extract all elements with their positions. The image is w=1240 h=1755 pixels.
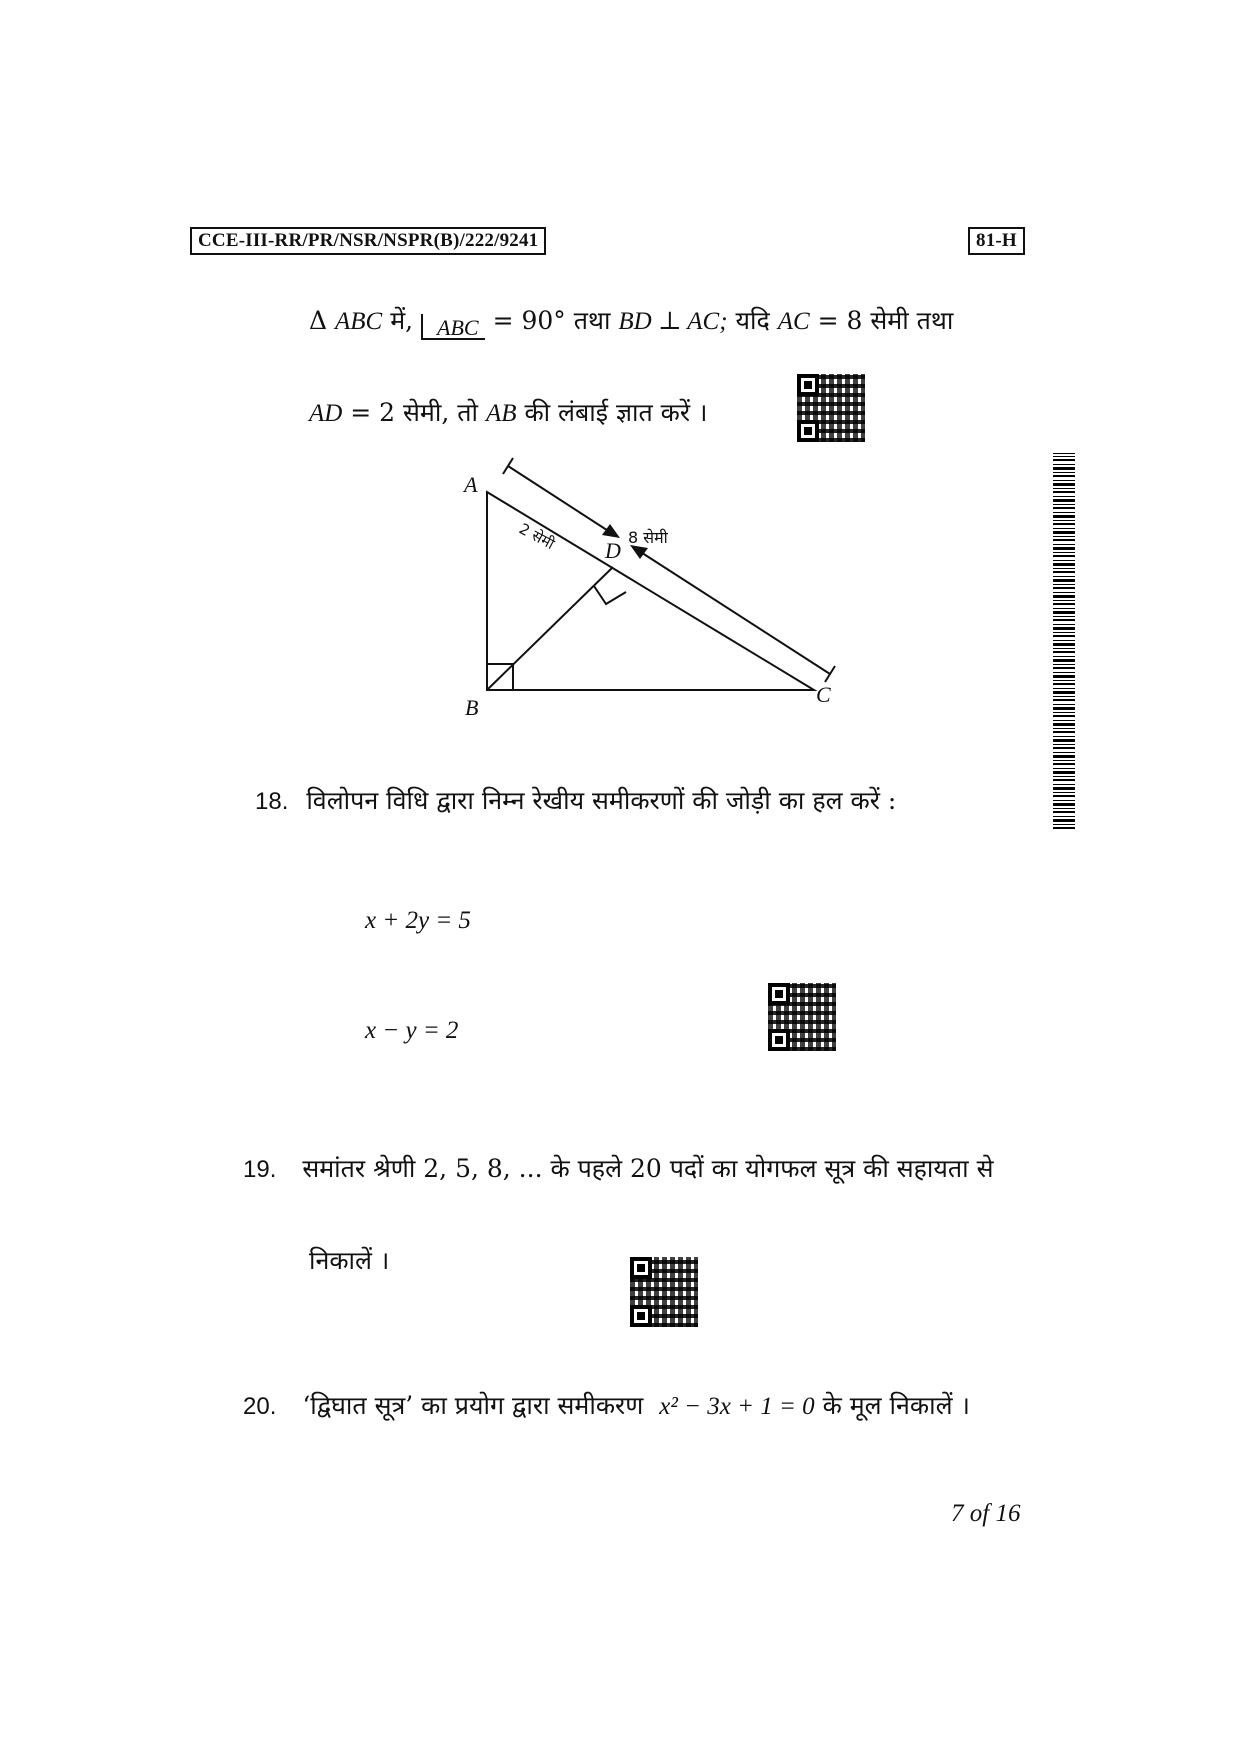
arrowhead-dc	[630, 545, 648, 559]
qr-code-q17	[797, 374, 865, 442]
altitude-bd	[487, 567, 613, 690]
q17-text: यदि	[735, 306, 770, 335]
q18-number: 18.	[255, 788, 289, 815]
q19-line-1	[243, 1153, 993, 1186]
q20-equation: x² − 3x + 1 = 0	[659, 1393, 815, 1420]
exam-code-box	[190, 227, 546, 255]
qr-code-q18	[768, 983, 836, 1051]
q17-line-1	[309, 305, 953, 340]
triangle-figure	[450, 450, 850, 730]
q17-segment: AB	[485, 400, 517, 427]
q17-segment: AD	[309, 400, 343, 427]
equation-1: x + 2y = 5	[365, 907, 471, 934]
q18-text: विलोपन विधि द्वारा निम्न रेखीय समीकरणों की जोड़ी का हल करें :	[306, 786, 897, 815]
page-number: 7 of 16	[951, 1500, 1021, 1527]
q19-number: 19.	[243, 1156, 277, 1183]
triangle-abc	[487, 492, 814, 690]
q17-text: में,	[390, 306, 414, 335]
vertex-label-c: C	[816, 682, 831, 707]
paper-code-box	[968, 227, 1025, 255]
q17-text: = 90° तथा	[492, 306, 611, 335]
dimension-arrow-dc	[636, 549, 830, 674]
label-ad-length: 2 सेमी	[516, 519, 558, 554]
q17-text: की लंबाई ज्ञात करें ।	[524, 398, 708, 427]
q17-segment: AC	[777, 308, 810, 335]
q20-line	[243, 1390, 970, 1423]
q17-text: = 8 सेमी तथा	[817, 306, 954, 335]
equation-2: x − y = 2	[365, 1017, 459, 1044]
side-barcode	[1053, 453, 1075, 829]
dimension-tick-c	[825, 666, 835, 682]
q19-text: समांतर श्रेणी 2, 5, 8, ... के पहले 20 पदों का योगफल सूत्र की सहायता से	[302, 1154, 994, 1183]
label-ac-length: 8 सेमी	[628, 528, 668, 547]
vertex-label-a: A	[464, 472, 478, 497]
dimension-tick-a	[503, 458, 513, 474]
q17-triangle-name: ABC	[335, 308, 383, 335]
q20-text: ‘द्विघात सूत्र’ का प्रयोग द्वारा समीकरण	[302, 1391, 644, 1420]
q19-line-2: निकालें ।	[309, 1246, 390, 1275]
vertex-label-d: D	[605, 538, 621, 563]
arrowhead-ad	[602, 524, 620, 538]
right-angle-marker-d	[594, 586, 626, 604]
angle-label: ABC	[437, 315, 479, 340]
q18-line	[255, 785, 896, 818]
q17-perp-condition: BD ⊥ AC;	[618, 308, 728, 335]
vertex-label-b: B	[465, 695, 479, 720]
exam-code: CCE-III-RR/PR/NSR/NSPR(B)/222/9241	[198, 230, 539, 251]
angle-symbol	[421, 314, 485, 340]
paper-code: 81-H	[976, 230, 1017, 251]
triangle-symbol: Δ	[309, 306, 328, 335]
q20-text-end: के मूल निकालें ।	[822, 1391, 970, 1420]
q17-text: = 2 सेमी, तो	[350, 398, 478, 427]
qr-code-q19	[630, 1257, 698, 1327]
q17-line-2	[309, 397, 708, 430]
q20-number: 20.	[243, 1393, 277, 1420]
